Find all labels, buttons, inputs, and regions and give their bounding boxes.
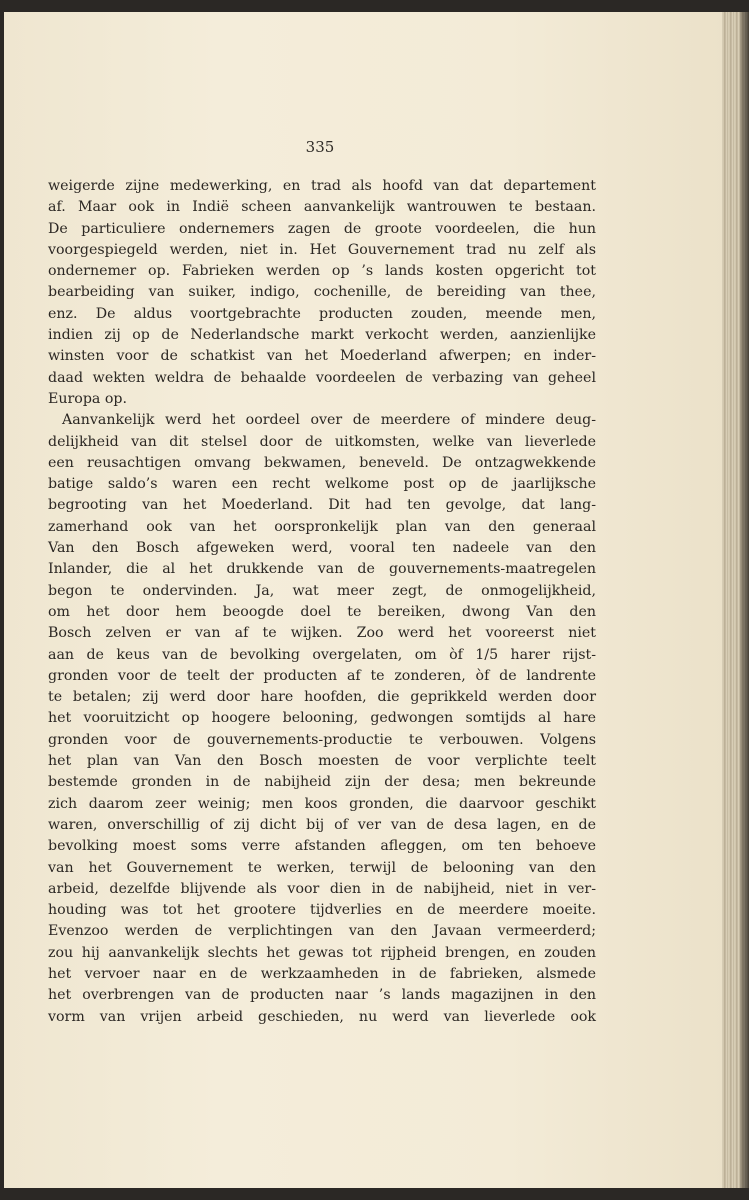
- text-line: af. Maar ook in Indië scheen aanvankelijk wantrouwen te bestaan.: [48, 199, 596, 216]
- text-line: voorgespiegeld werden, niet in. Het Gouvernement trad nu zelf als: [48, 241, 596, 258]
- text-line: batige saldo’s waren een recht welkome post op de jaarlijksche: [48, 476, 596, 493]
- body-text: [48, 176, 596, 1028]
- text-line: indien zij op de Nederlandsche markt verkocht werden, aanzienlijke: [48, 327, 596, 344]
- text-line: Inlander, die al het drukkende van de gouvernements-maatregelen: [48, 561, 596, 578]
- text-line: een reusachtigen omvang bekwamen, beneveld. De ontzagwekkende: [48, 454, 596, 471]
- text-line: arbeid, dezelfde blijvende als voor dien in de nabijheid, niet in ver-: [48, 880, 596, 897]
- text-line: Aanvankelijk werd het oordeel over de meerdere of mindere deug-: [62, 412, 596, 429]
- text-line: delijkheid van dit stelsel door de uitkomsten, welke van lieverlede: [48, 433, 596, 450]
- text-line: gronden voor de gouvernements-productie te verbouwen. Volgens: [48, 731, 596, 748]
- text-line: ondernemer op. Fabrieken werden op ’s lands kosten opgericht tot: [48, 263, 596, 280]
- text-line: Van den Bosch afgeweken werd, vooral ten nadeele van den: [48, 540, 596, 557]
- text-line: bevolking moest soms verre afstanden afleggen, om ten behoeve: [48, 838, 596, 855]
- text-line: om het door hem beoogde doel te bereiken, dwong Van den: [48, 603, 596, 620]
- text-line: zich daarom zeer weinig; men koos gronden, die daarvoor geschikt: [48, 795, 596, 812]
- text-line: daad wekten weldra de behaalde voordeelen de verbazing van geheel: [48, 369, 596, 386]
- text-line: zou hij aanvankelijk slechts het gewas tot rijpheid brengen, en zouden: [48, 944, 596, 961]
- text-line: winsten voor de schatkist van het Moederland afwerpen; en inder-: [48, 348, 596, 365]
- text-line: het vervoer naar en de werkzaamheden in de fabrieken, alsmede: [48, 965, 596, 982]
- text-line: het vooruitzicht op hoogere belooning, gedwongen somtijds al hare: [48, 710, 596, 727]
- text-line: vorm van vrijen arbeid geschieden, nu werd van lieverlede ook: [48, 1008, 596, 1025]
- text-line: begrooting van het Moederland. Dit had ten gevolge, dat lang-: [48, 497, 596, 514]
- page-number: 335: [305, 138, 335, 156]
- text-line: bearbeiding van suiker, indigo, cochenille, de bereiding van thee,: [48, 284, 596, 301]
- text-line: het overbrengen van de producten naar ’s lands magazijnen in den: [48, 987, 596, 1004]
- text-line: van het Gouvernement te werken, terwijl de belooning van den: [48, 859, 596, 876]
- text-line: enz. De aldus voortgebrachte producten zouden, meende men,: [48, 305, 596, 322]
- text-line: bestemde gronden in de nabijheid zijn der desa; men bekreunde: [48, 774, 596, 791]
- text-line: gronden voor de teelt der producten af te zonderen, òf de landrente: [48, 667, 596, 684]
- text-line: houding was tot het grootere tijdverlies en de meerdere moeite.: [48, 902, 596, 919]
- text-line: Bosch zelven er van af te wijken. Zoo werd het vooreerst niet: [48, 625, 596, 642]
- text-line: zamerhand ook van het oorspronkelijk plan van den generaal: [48, 518, 596, 535]
- text-line: Europa op.: [48, 390, 128, 407]
- text-line: weigerde zijne medewerking, en trad als hoofd van dat departement: [48, 178, 596, 194]
- text-line: De particuliere ondernemers zagen de groote voordeelen, die hun: [48, 220, 596, 237]
- text-line: aan de keus van de bevolking overgelaten, om òf 1/5 harer rijst-: [48, 646, 596, 663]
- text-line: het plan van Van den Bosch moesten de voor verplichte teelt: [48, 753, 596, 770]
- text-line: waren, onverschillig of zij dicht bij of ver van de desa lagen, en de: [48, 816, 596, 833]
- text-line: te betalen; zij werd door hare hoofden, die geprikkeld werden door: [48, 689, 596, 706]
- text-line: Evenzoo werden de verplichtingen van den Javaan vermeerderd;: [48, 923, 596, 940]
- text-line: begon te ondervinden. Ja, wat meer zegt, de onmogelijkheid,: [48, 582, 596, 599]
- page-edge-shadow: [740, 12, 749, 1188]
